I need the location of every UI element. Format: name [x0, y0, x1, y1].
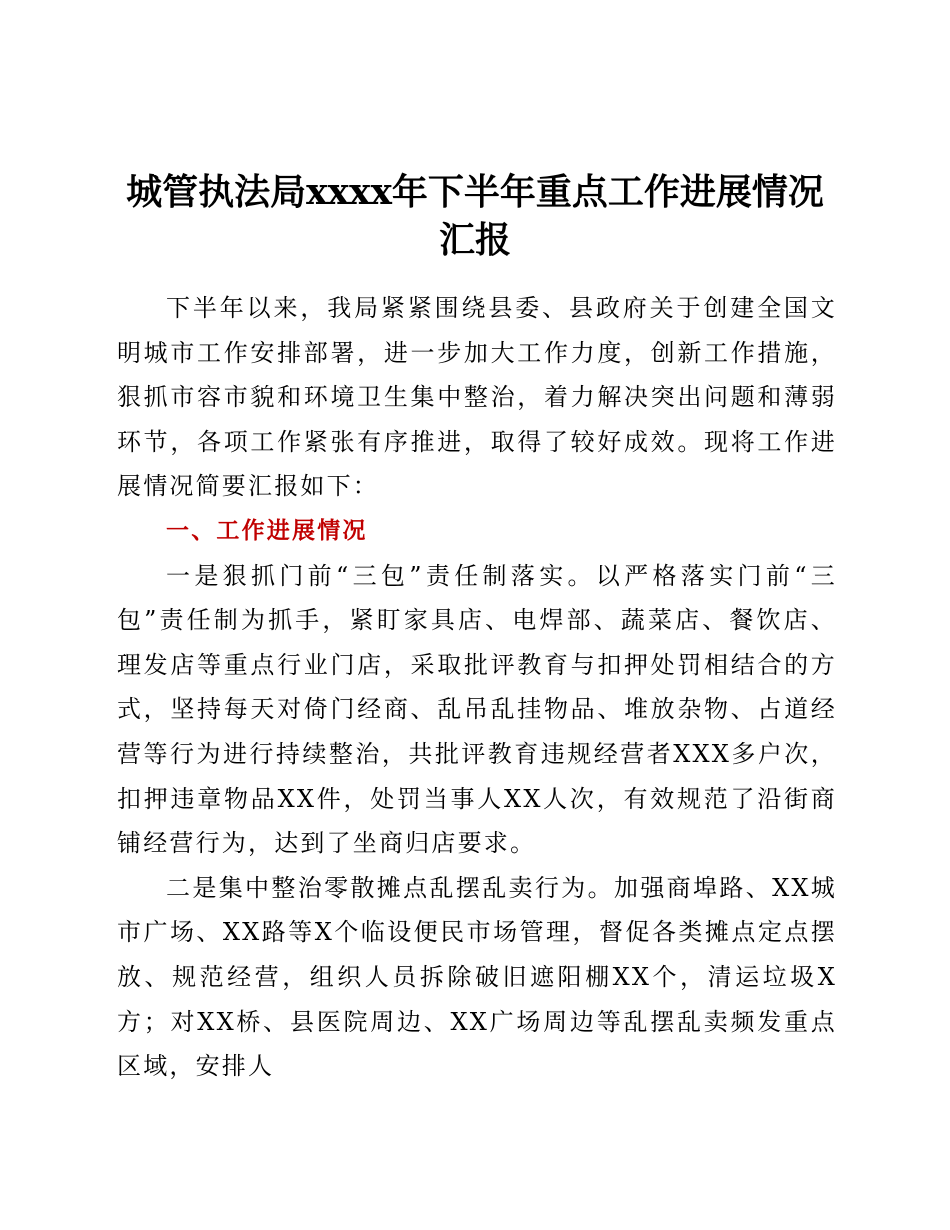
document-body — [117, 286, 837, 1089]
intro-paragraph: 下半年以来，我局紧紧围绕县委、县政府关于创建全国文明城市工作安排部署，进一步加大工作力度，创新工作措施，狠抓市容市貌和环境卫生集中整治，着力解决突出问题和薄弱环节，各项工作紧张有序推进，取得了较好成效。现将工作进展情况简要汇报如下： — [117, 294, 837, 501]
section-heading-work-progress: 一、工作进展情况 — [166, 517, 368, 544]
paragraph-door-responsibility: 一是狠抓门前“三包”责任制落实。以严格落实门前“三包”责任制为抓手，紧盯家具店、电焊部、蔬菜店、餐饮店、理发店等重点行业门店，采取批评教育与扣押处罚相结合的方式，坚持每天对倚门经商、乱吊乱挂物品、堆放杂物、占道经营等行为进行持续整治，共批评教育违规经营者XXX多户次，扣押违章物品XX件，处罚当事人XX人次，有效规范了沿街商铺经营行为，达到了坐商归店要求。 — [117, 561, 837, 858]
paragraph-stall-rectification: 二是集中整治零散摊点乱摆乱卖行为。加强商埠路、XX城市广场、XX路等X个临设便民市场管理，督促各类摊点定点摆放、规范经营，组织人员拆除破旧遮阳棚XX个，清运垃圾X方；对XX桥、县医院周边、XX广场周边等乱摆乱卖频发重点区域，安排人 — [117, 873, 837, 1081]
document-title: 城管执法局xxxx年下半年重点工作进展情况汇报 — [126, 171, 824, 261]
